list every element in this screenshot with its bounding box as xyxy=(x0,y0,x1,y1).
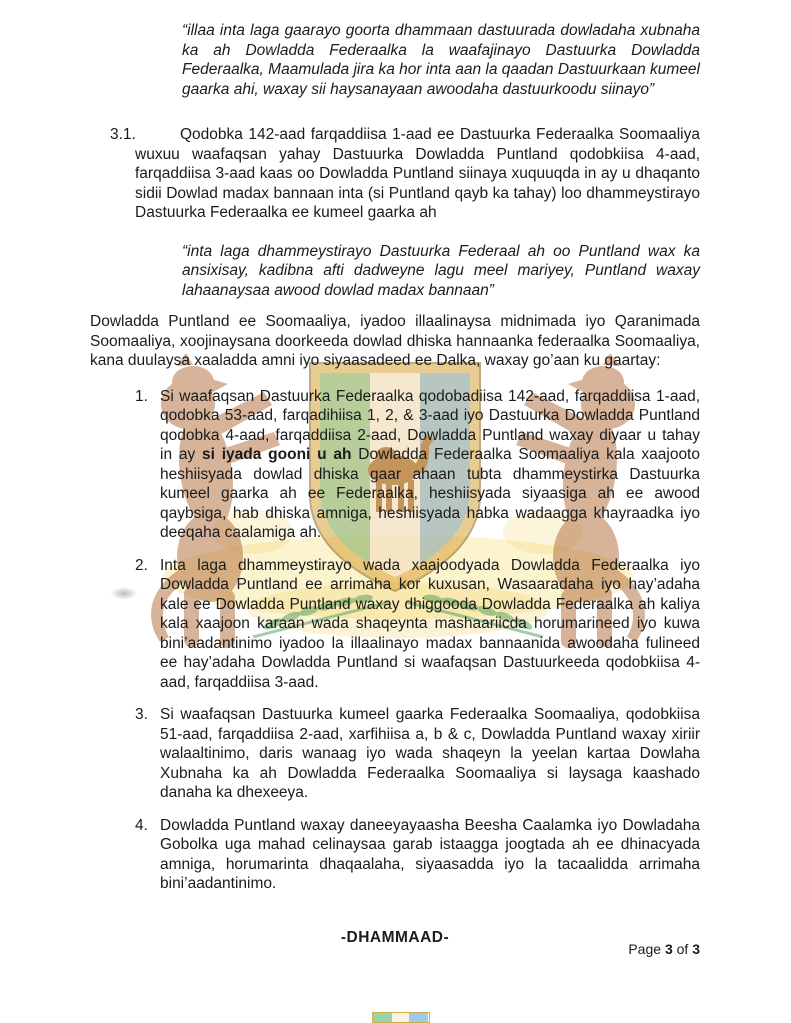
item-text-segment: Dowladda Puntland waxay daneeyayaasha Beesha Caalamka iyo Dowladaha Gobolka uga mahad celinaysaa garab istaagga joogtada ah ee dhinacyada amniga, horumarinta dhaqaalaha, siyaasadda iyo la tacaalidda arrimaha bini’aadantinimo. xyxy=(160,816,700,892)
item-text-segment: Inta laga dhammeystirayo wada xaajoodyada Dowladda Federaalka iyo Dowladda Puntland ee arrimaha kor kuxusan, Wasaaradaha iyo hay’adaha kale ee Dowladda Puntland waxay dhiggooda Dowladda Federaalka ah kaliya kala xaajoon karaan wada shaqeynta mashaariicda horumarineed iyo kuwa bini’aadantinimo iyadoo la illaalinayo madax bannaanida awoodaha fulineed ee hay’adaha Dowladda Puntland si waafaqsan Dastuurkeeda qodobkiisa 4-aad, farqaddiisa 3-aad. xyxy=(160,556,700,691)
resolution-item-2 xyxy=(90,556,700,693)
emblem-blue-stripe xyxy=(409,1013,428,1022)
clause-number: 3.1. xyxy=(110,126,136,143)
page-footer xyxy=(628,940,700,958)
closing-dhammaad: -DHAMMAAD- xyxy=(340,928,450,946)
clause-text: Qodobka 142-aad farqaddiisa 1-aad ee Dastuurka Federaalka Soomaaliya wuxuu waafaqsan yahay Dastuurka Dowladda Puntland qodobkiisa 4-aad, farqaddiisa 3-aad kaas oo Dowladda Puntland siinaya xuquuqda in ay u dhaqanto sidii Dowlad madax bannaan inta (si Puntland qayb ka tahay) loo dhammeystirayo Dastuurka Federaalka ee kumeel gaarka ah xyxy=(135,126,700,221)
item-number: 1. xyxy=(135,387,148,405)
resolution-item-3 xyxy=(90,705,700,803)
item-text-segment: Si waafaqsan Dastuurka Federaalka qodobadiisa 142-aad, farqaddiisa 1-aad, qodobka 53-aad, farqadihiisa 1, 2, & 3-aad iyo Dastuurka Dowladda Puntland qodobka 4-aad, farqaddiisa 2-aad, Dowladda Puntland waxay diyaar u tahay in ay xyxy=(160,387,700,463)
preamble-paragraph: Dowladda Puntland ee Soomaaliya, iyadoo illaalinaysa midnimada iyo Qaranimada Soomaaliya, xoojinaysana doorkeeda dowlad dhiska hannaanka federaalka Soomaaliya, kana duulaysa xaaladda amni iyo siyaasadeed ee Dalka, waxay go’aan ku gaartay: xyxy=(90,313,700,369)
constitution-quote-2: “inta laga dhammeystirayo Dastuurka Federaal ah oo Puntland wax ka ansixisay, kadibna afti dadweyne lagu meel mariyey, Puntland waxay lahaanaysaa awood dowlad madax bannaan” xyxy=(182,242,700,299)
clause-3-1 xyxy=(90,125,700,223)
item-number: 2. xyxy=(135,556,148,574)
item-text-bold-segment: si iyada gooni u ah xyxy=(202,446,352,463)
resolution-item-4 xyxy=(90,816,700,894)
constitution-quote-1: “illaa inta laga gaarayo goorta dhammaan dastuurada dowladaha xubnaha ka ah Dowladda Federaalka la waafajinayo Dastuurka Dowladda Federaalka, Maamulada jira ka hor inta aan la qaadan Dastuurkaan kumeel gaarka ahi, waxay sii haysanayaan awoodaha dastuurkoodu siinayo” xyxy=(182,22,700,98)
item-text-segment: Si waafaqsan Dastuurka kumeel gaarka Federaalka Soomaaliya, qodobkiisa 51-aad, farqaddiisa 2-aad, xarfihiisa a, b & c, Dowladda Puntland waxay xiriir walaaltinimo, daris wanaag iyo wada shaqeyn la yeelan kartaa Dowlaha Xubnaha ka ah Dowladda Federaalka Soomaaliya si laysaga kaashado danaha ka dhexeeya. xyxy=(160,706,700,801)
resolution-list xyxy=(90,387,700,894)
footer-page-label: Page xyxy=(628,941,665,957)
emblem-white-stripe xyxy=(392,1013,409,1022)
item-number: 3. xyxy=(135,706,148,723)
emblem-green-stripe xyxy=(373,1013,392,1022)
footer-of-label: of xyxy=(672,941,693,957)
item-text-segment: Dowladda Federaalka Soomaaliya kala xaajooto heshiisyada dowlad dhiska gaar ahaan tubta dhammeystirka Dastuurka kumeel gaarka ah ee Federaalka, heshiisyada siyaasiga ah ee awood qaybsiga, hab dhiska amniga, heshiisyada habka wadaagga khayraadka iyo deeqaha caalamiga ah. xyxy=(160,446,700,541)
footer-page-current: 3 xyxy=(664,941,673,957)
next-page-emblem-sliver xyxy=(372,1012,430,1023)
footer-page-total: 3 xyxy=(692,941,700,957)
resolution-item-1 xyxy=(90,387,700,543)
item-number: 4. xyxy=(135,816,148,834)
